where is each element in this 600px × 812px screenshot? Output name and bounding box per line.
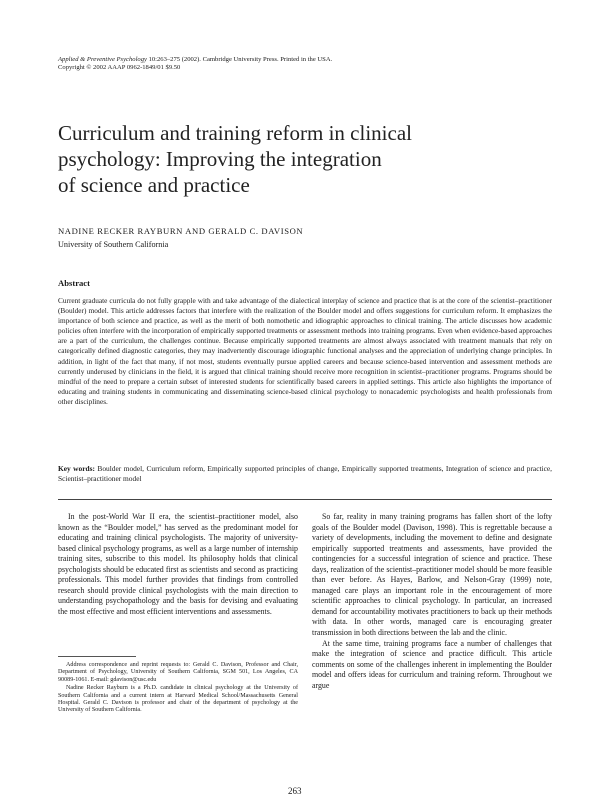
body-paragraph: At the same time, training programs face a number of challenges that make the integration of science and practice difficult. This article comments on some of the challenges inherent in implementing the Boulder model and offers ideas for curriculum and training reform. Throughout we argue	[312, 638, 552, 690]
article-title	[58, 120, 478, 198]
title-line: Curriculum and training reform in clinical	[58, 121, 412, 145]
title-line: psychology: Improving the integration	[58, 147, 382, 171]
abstract-text: Current graduate curricula do not fully grapple with and take advantage of the dialectical interplay of science and practice that is at the core of the scientist–practitioner (Boulder) model. This article addresses factors that interfere with the realization of the Boulder model and offers suggestions for curriculum reform. It emphasizes the importance of both science and practice, as well as the merit of both nomothetic and idiographic approaches to clinical training. The article discusses how academic policies often interfere with the incorporation of empirically supported treatments or assessment methods into training programs. Even when evidence-based approaches are a part of the curriculum, the challenges continue. Because empirically supported treatments are almost always associated with treatment manuals that rely on categorically defined diagnostic categories, they may inadvertently discourage idiographic functional analyses and the appreciation of underlying change principles. In addition, in light of the fact that many, if not most, students eventually pursue applied careers and because science-based intervention and assessment methods are currently underused by clinicians in the field, it is argued that clinical training should receive more recognition in scientist–practitioner programs. Programs should be mindful of the need to prepare a certain subset of interested students for scientifically based careers in applied settings. This article also highlights the importance of educating and training students in communicating and disseminating science-based clinical psychology to nonacademic psychologists and health professionals from other disciplines.	[58, 296, 552, 406]
author-list: NADINE RECKER RAYBURN AND GERALD C. DAVISON	[58, 226, 304, 236]
abstract-heading: Abstract	[58, 278, 90, 288]
body-paragraph: In the post-World War II era, the scientist–practitioner model, also known as the “Boulder model,” has served as the predominant model for educating and training clinical psychologists. The majority of university-based clinical psychology programs, as well as a large number of internship training sites, subscribe to this model. Its philosophy holds that clinical psychologists should be educated first as scientists and second as practicing professionals. This model further provides that findings from controlled research should provide clinical psychologists with the main direction to understanding psychopathology and the basis for devising and evaluating the most effective and most efficient interventions and assessments.	[58, 512, 298, 616]
page-number: 263	[288, 786, 302, 796]
footnote-divider	[58, 656, 136, 657]
footnotes	[58, 662, 298, 716]
journal-header	[58, 56, 558, 73]
body-right-column	[312, 512, 552, 691]
body-left-column	[58, 512, 298, 617]
body-paragraph: So far, reality in many training programs has fallen short of the lofty goals of the Boulder model (Davison, 1998). This is regrettable because a variety of developments, including the movement to define and designate empirically supported treatments and assessments, have provided the contingencies for a successful integration of science and practice. These days, realization of the scientist–practitioner model should be more feasible than ever before. As Hayes, Barlow, and Nelson-Gray (1999) note, managed care plays an important role in the encouragement of more scientific approaches to clinical psychology. In particular, an increased demand for accountability motivates practitioners to back up their methods with data. In other words, managed care is encouraging greater transmission in both directions between the lab and the clinic.	[312, 512, 552, 638]
journal-name: Applied & Preventive Psychology	[58, 56, 147, 63]
keywords-label: Key words:	[58, 464, 95, 473]
section-divider	[58, 499, 552, 500]
keywords	[58, 464, 552, 484]
footnote: Address correspondence and reprint requests to: Gerald C. Davison, Professor and Chair, Department of Psychology, University of Southern California, SGM 501, Los Angeles, CA 90089-1061. E-mail: gdavison@usc.edu	[58, 662, 298, 683]
affiliation: University of Southern California	[58, 240, 169, 249]
journal-citation: 10:263–275 (2002). Cambridge University Press. Printed in the USA.	[146, 56, 333, 63]
title-line: of science and practice	[58, 173, 250, 197]
footnote: Nadine Recker Rayburn is a Ph.D. candidate in clinical psychology at the University of Southern California and a current intern at Harvard Medical School/Massachusetts General Hospital. Gerald C. Davison is professor and chair of the department of psychology at the University of Southern California.	[58, 685, 298, 714]
keywords-text: Boulder model, Curriculum reform, Empirically supported principles of change, Empirically supported treatments, Integration of science and practice, Scientist–practitioner model	[58, 464, 552, 484]
copyright-line: Copyright © 2002 AAAP 0962-1849/01 $9.50	[58, 64, 181, 72]
